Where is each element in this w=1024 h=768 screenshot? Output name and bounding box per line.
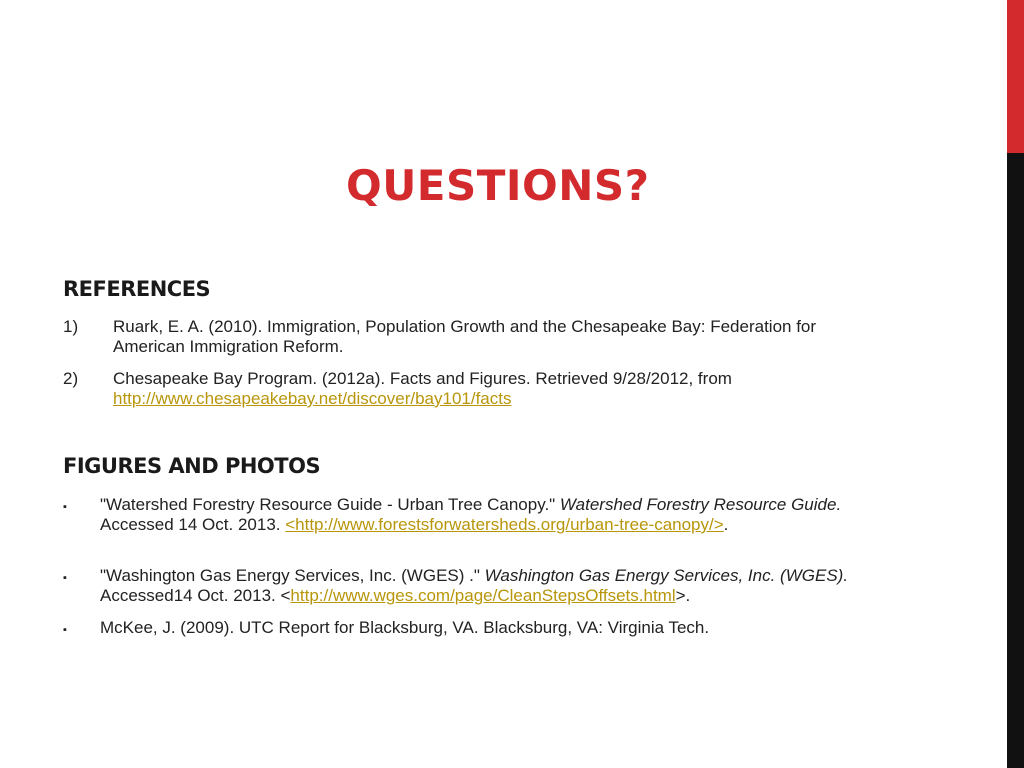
slide-title: QUESTIONS? bbox=[346, 161, 650, 210]
reference-link[interactable]: http://www.chesapeakebay.net/discover/bay101/facts bbox=[113, 389, 512, 408]
reference-text-wrapper bbox=[113, 369, 853, 409]
figure-text-end: . bbox=[723, 515, 729, 534]
figure-text-lead: "Washington Gas Energy Services, Inc. (WGES) ." bbox=[100, 566, 485, 585]
sidebar-accent-red bbox=[1007, 0, 1024, 153]
figure-text-end: >. bbox=[675, 586, 691, 605]
figure-accessed: Accessed14 Oct. 2013. < bbox=[100, 586, 291, 605]
square-bullet-icon: ▪ bbox=[63, 572, 67, 584]
square-bullet-icon: ▪ bbox=[63, 501, 67, 513]
figures-heading: FIGURES AND PHOTOS bbox=[63, 454, 321, 478]
reference-text: Chesapeake Bay Program. (2012a). Facts and Figures. Retrieved 9/28/2012, from bbox=[113, 369, 732, 388]
figure-text-lead: "Watershed Forestry Resource Guide - Urban Tree Canopy." bbox=[100, 495, 560, 514]
reference-text: Ruark, E. A. (2010). Immigration, Population Growth and the Chesapeake Bay: Federation for American Immigration Reform. bbox=[113, 317, 817, 356]
references-heading: REFERENCES bbox=[63, 277, 211, 301]
figure-source-title: Washington Gas Energy Services, Inc. (WGES). bbox=[484, 566, 849, 585]
figure-link[interactable]: <http://www.forestsforwatersheds.org/urban-tree-canopy/> bbox=[285, 515, 724, 534]
list-number: 1) bbox=[63, 317, 79, 336]
square-bullet-icon: ▪ bbox=[63, 624, 67, 636]
figure-text: McKee, J. (2009). UTC Report for Blacksburg, VA. Blacksburg, VA: Virginia Tech. bbox=[100, 618, 710, 637]
figure-source-title: Watershed Forestry Resource Guide. bbox=[559, 495, 842, 514]
figure-link[interactable]: http://www.wges.com/page/CleanStepsOffsets.html bbox=[290, 586, 676, 605]
list-number: 2) bbox=[63, 369, 79, 388]
figure-text bbox=[100, 495, 910, 535]
sidebar-accent-black bbox=[1007, 153, 1024, 768]
figure-text bbox=[100, 566, 910, 606]
figure-accessed: Accessed 14 Oct. 2013. bbox=[100, 515, 286, 534]
